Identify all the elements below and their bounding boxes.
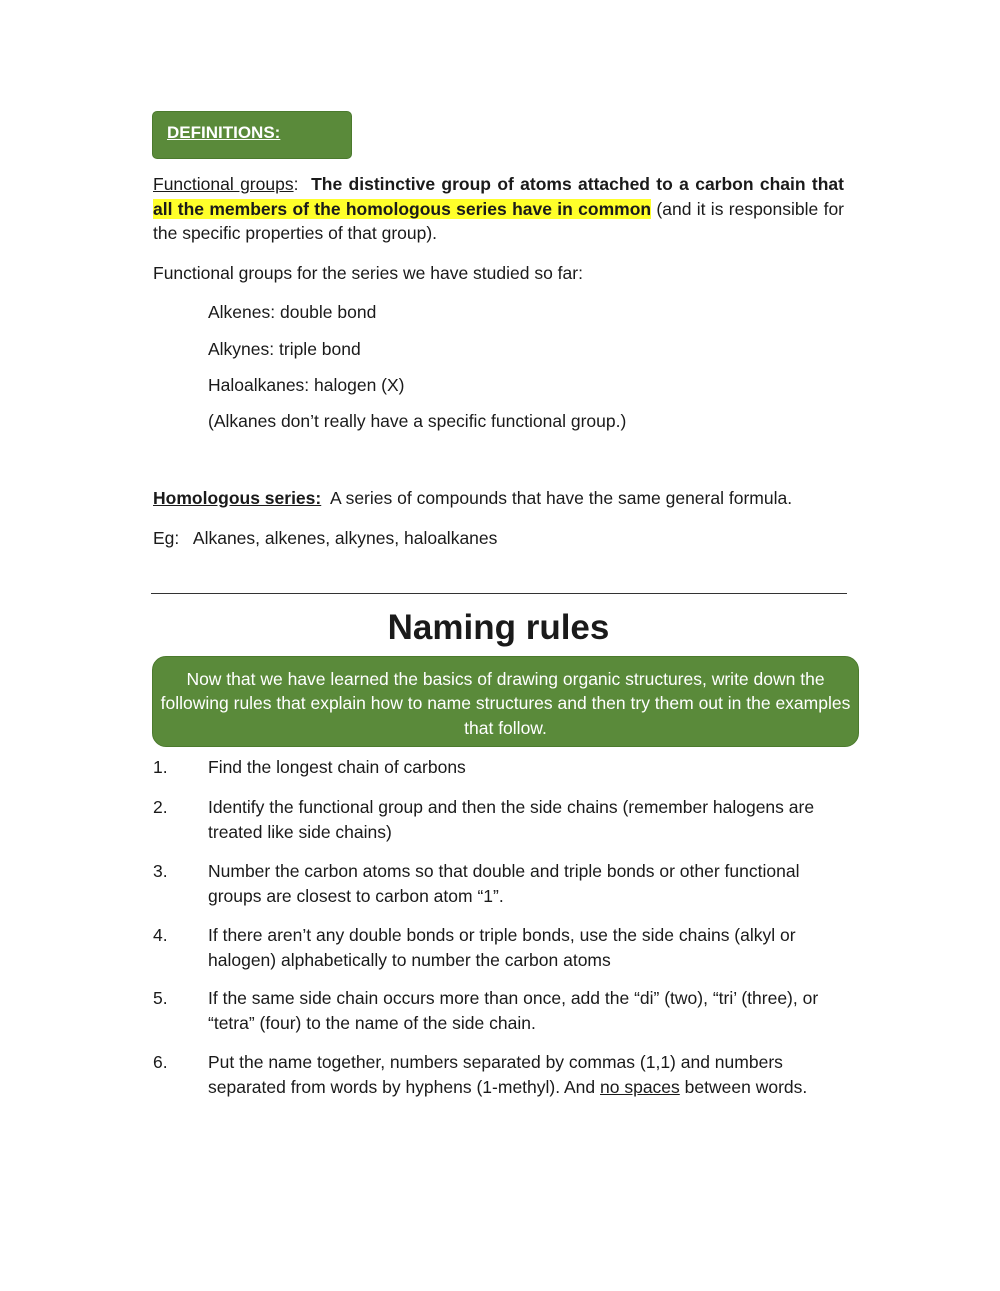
rule-text: If there aren’t any double bonds or triple bonds, use the side chains (alkyl or halogen) alphabetically to number the carbon atoms	[208, 925, 796, 970]
instructions-text: Now that we have learned the basics of drawing organic structures, write down the following rules that explain how to name structures and then try them out in the examples that follow.	[160, 669, 851, 738]
rule-number: 6.	[153, 1052, 168, 1072]
example-label: Eg:	[153, 528, 180, 548]
rule-text-part: between words.	[684, 1076, 808, 1097]
rule-text: Number the carbon atoms so that double and triple bonds or other functional groups are closest to carbon atom “1”.	[208, 861, 800, 906]
rule-number: 4.	[153, 925, 168, 945]
homologous-series-definition	[153, 486, 792, 510]
example-line	[153, 526, 497, 550]
definitions-header-label: DEFINITIONS:	[167, 123, 281, 142]
functional-groups-rest-text: (and it is responsible for the specific properties of that group).	[153, 198, 844, 243]
series-item-alkynes: Alkynes: triple bond	[208, 339, 361, 359]
highlighted-phrase: all the members of the homologous series have in common	[153, 198, 652, 219]
rule-text: Find the longest chain of carbons	[208, 757, 466, 777]
naming-rules-title: Naming rules	[387, 608, 610, 647]
rule-number: 2.	[153, 797, 168, 817]
no-spaces-emphasis: no spaces	[600, 1076, 680, 1097]
studied-intro: Functional groups for the series we have studied so far:	[153, 263, 583, 283]
rule-text: Identify the functional group and then the side chains (remember halogens are treated like side chains)	[208, 797, 815, 842]
section-divider	[151, 593, 847, 594]
homologous-series-term: Homologous series:	[153, 488, 322, 508]
rule-text-part: Put the name together, numbers separated by commas (1,1) and numbers separated from words by hyphens (1-methyl). And	[208, 1052, 783, 1097]
example-text: Alkanes, alkenes, alkynes, haloalkanes	[192, 528, 498, 548]
functional-groups-definition	[153, 172, 844, 246]
homologous-series-text: A series of compounds that have the same general formula.	[330, 488, 793, 508]
rule-number: 5.	[153, 988, 168, 1008]
series-item-haloalkanes: Haloalkanes: halogen (X)	[208, 375, 405, 395]
rule-text	[208, 1050, 828, 1099]
functional-groups-term: Functional groups	[153, 174, 294, 194]
functional-groups-bold-text: The distinctive group of atoms attached to a carbon chain that	[311, 174, 844, 194]
series-item-alkanes-note: (Alkanes don’t really have a specific functional group.)	[208, 411, 627, 431]
series-item-alkenes: Alkenes: double bond	[208, 302, 377, 322]
instructions-box	[152, 656, 859, 747]
definitions-header-box	[152, 111, 352, 159]
functional-groups-colon: :	[293, 174, 299, 194]
rule-number: 1.	[153, 757, 168, 777]
rule-text: If the same side chain occurs more than once, add the “di” (two), “tri’ (three), or “tetra” (four) to the name of the side chain.	[208, 988, 819, 1033]
rule-number: 3.	[153, 861, 168, 881]
